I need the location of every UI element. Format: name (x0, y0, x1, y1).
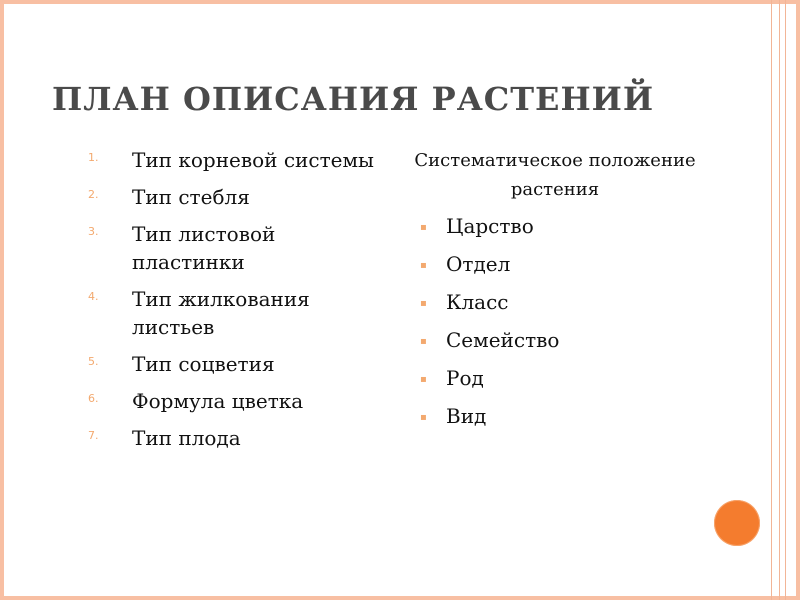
square-bullet-icon: ▪ (420, 374, 427, 385)
list-number: 2. (88, 188, 99, 201)
list-number: 5. (88, 355, 99, 368)
list-number: 1. (88, 151, 99, 164)
list-item-text: Вид (446, 404, 487, 428)
slide-title: ПЛАН ОПИСАНИЯ РАСТЕНИЙ (52, 80, 655, 118)
list-item (410, 364, 700, 402)
list-number: 7. (88, 429, 99, 442)
decorative-circle (714, 500, 760, 546)
frame-right-border (796, 0, 800, 600)
frame-top-border (0, 0, 800, 4)
plan-numbered-list (88, 146, 388, 461)
taxonomy-column (410, 146, 700, 440)
list-number: 4. (88, 290, 99, 303)
list-item-text: Класс (446, 290, 509, 314)
list-item-text: Тип корневой системы (132, 148, 374, 172)
list-item (410, 326, 700, 364)
list-item (88, 146, 388, 174)
list-item (88, 285, 388, 341)
list-item-text: Тип соцветия (132, 352, 275, 376)
list-item-text: Тип стебля (132, 185, 250, 209)
list-item (88, 220, 388, 276)
list-item-text: Формула цветка (132, 389, 304, 413)
frame-left-border (0, 0, 4, 600)
list-item-text: Род (446, 366, 484, 390)
square-bullet-icon: ▪ (420, 260, 427, 271)
list-item (88, 350, 388, 378)
decorative-line (779, 0, 780, 600)
list-item (88, 424, 388, 452)
list-number: 3. (88, 225, 99, 238)
list-item (410, 250, 700, 288)
square-bullet-icon: ▪ (420, 298, 427, 309)
taxonomy-heading: Систематическое положение растения (414, 150, 696, 200)
square-bullet-icon: ▪ (420, 412, 427, 423)
list-item-text: Семейство (446, 328, 560, 352)
frame-bottom-border (0, 596, 800, 600)
list-item-text: Царство (446, 214, 534, 238)
list-item-text: Тип плода (132, 426, 241, 450)
list-item-text: Тип листовой пластинки (132, 222, 276, 274)
list-item (88, 183, 388, 211)
square-bullet-icon: ▪ (420, 222, 427, 233)
list-number: 6. (88, 392, 99, 405)
list-item (410, 288, 700, 326)
square-bullet-icon: ▪ (420, 336, 427, 347)
list-item-text: Отдел (446, 252, 511, 276)
decorative-line (771, 0, 772, 600)
list-item-text: Тип жилкования листьев (132, 287, 310, 339)
list-item (88, 387, 388, 415)
list-item (410, 212, 700, 250)
list-item (410, 402, 700, 440)
decorative-line (785, 0, 786, 600)
